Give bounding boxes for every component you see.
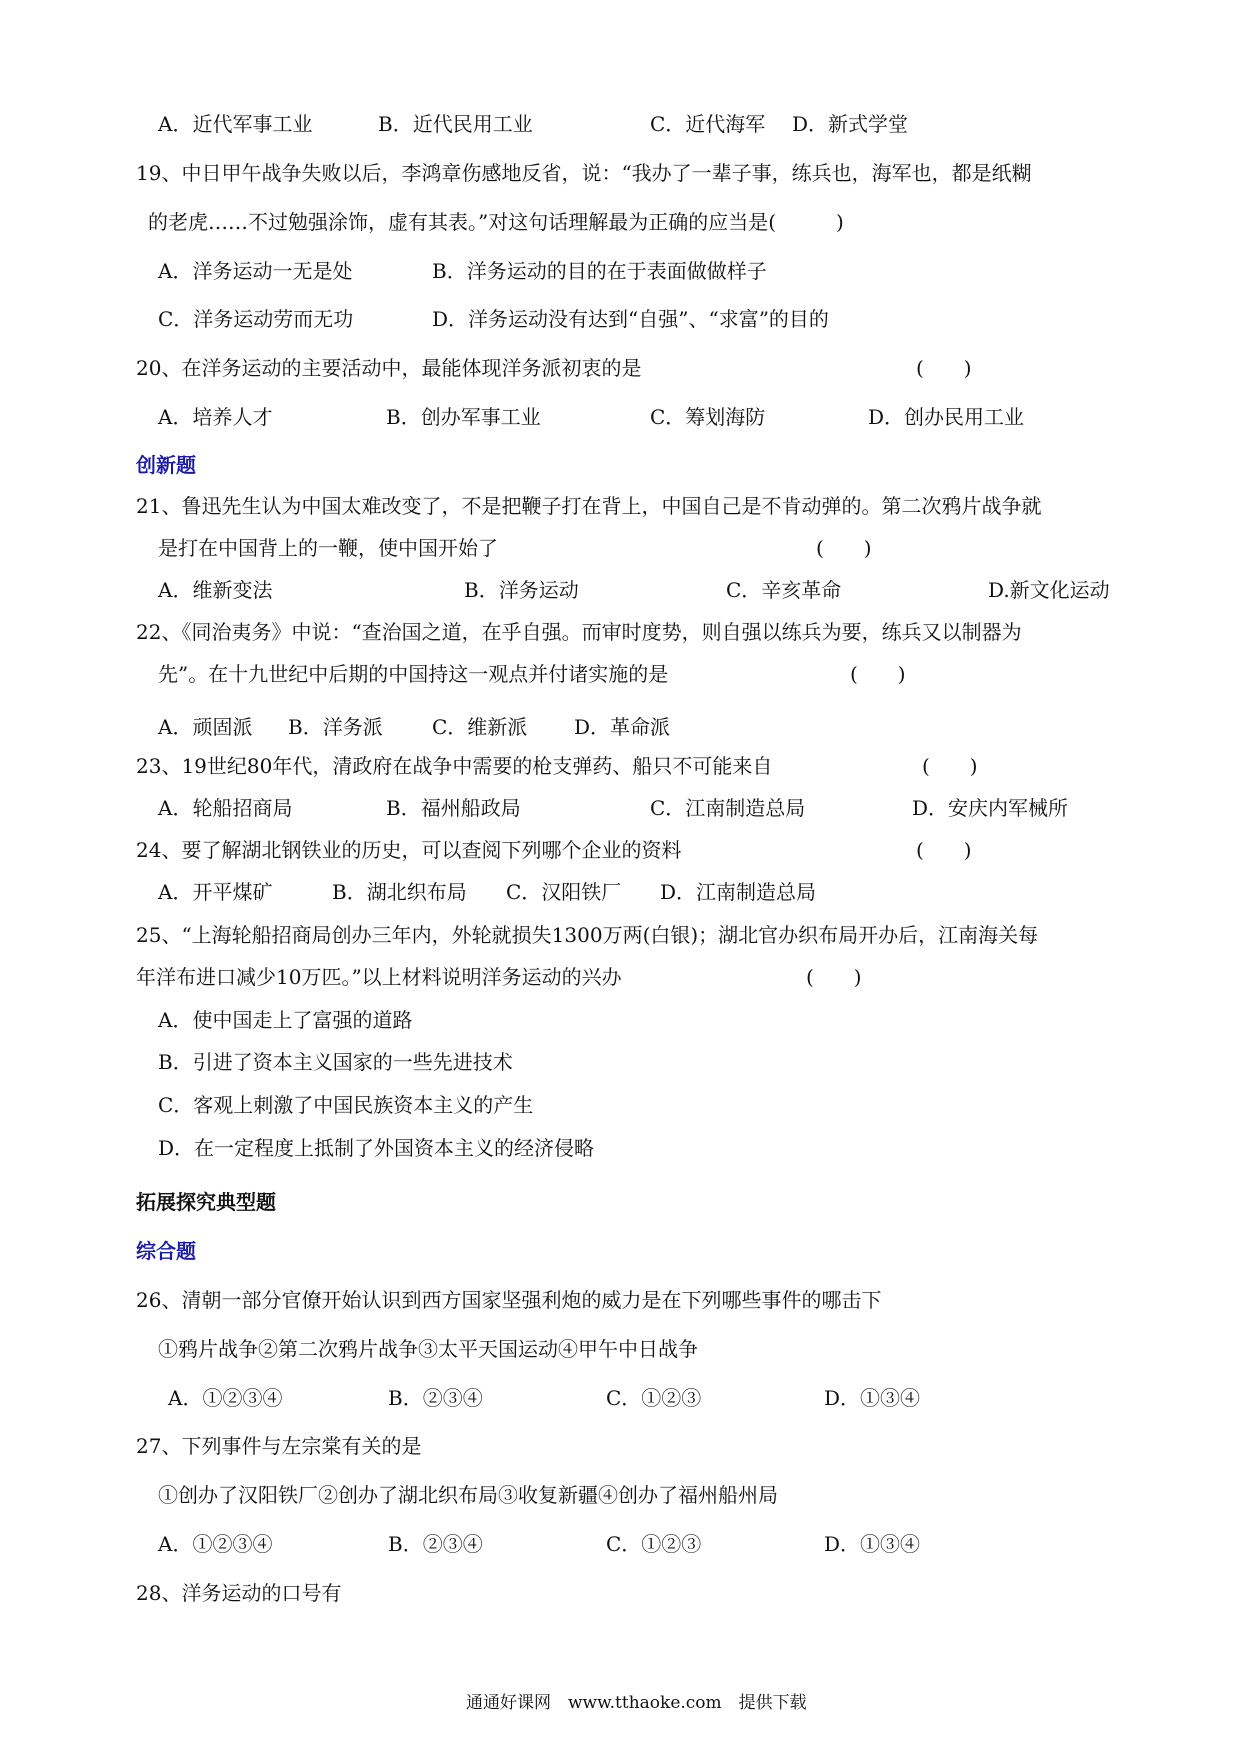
q25-answer-paren: ( ): [806, 965, 862, 989]
q22-stem-line1: 22、《同治夷务》中说：“查治国之道，在乎自强。而审时度势，则自强以练兵为要，练兵又以制器为: [136, 620, 1022, 644]
q20-option-a: A．培养人才: [158, 405, 273, 429]
q20-stem: 20、在洋务运动的主要活动中，最能体现洋务派初衷的是: [136, 356, 642, 380]
q19-option-c: C．洋务运动劳而无功: [158, 307, 354, 331]
q27-option-c: C．①②③: [606, 1532, 702, 1556]
q19-stem-line2: 的老虎……不过勉强涂饰，虚有其表。”对这句话理解最为正确的应当是( ): [148, 210, 844, 234]
q28-stem: 28、洋务运动的口号有: [136, 1581, 342, 1605]
q22-option-a: A．顽固派: [158, 715, 253, 739]
q25-stem-line2: 年洋布进口减少10万匹。”以上材料说明洋务运动的兴办: [136, 965, 622, 989]
q18-option-a: A．近代军事工业: [158, 112, 313, 136]
q27-option-b: B．②③④: [388, 1532, 483, 1556]
q21-option-a: A．维新变法: [158, 578, 273, 602]
q25-option-b: B．引进了资本主义国家的一些先进技术: [158, 1050, 513, 1074]
section-heading-extension: 拓展探究典型题: [136, 1190, 276, 1214]
q25-option-a: A．使中国走上了富强的道路: [158, 1008, 413, 1032]
section-heading-comprehensive: 综合题: [136, 1239, 196, 1263]
q26-stem: 26、清朝一部分官僚开始认识到西方国家坚强利炮的威力是在下列哪些事件的哪击下: [136, 1288, 882, 1312]
q26-items: ①鸦片战争②第二次鸦片战争③太平天国运动④甲午中日战争: [158, 1337, 698, 1361]
q21-option-b: B．洋务运动: [464, 578, 579, 602]
q18-option-b: B．近代民用工业: [378, 112, 533, 136]
q22-option-b: B．洋务派: [288, 715, 383, 739]
q24-stem: 24、要了解湖北钢铁业的历史，可以查阅下列哪个企业的资料: [136, 838, 682, 862]
q18-option-c: C．近代海军: [650, 112, 766, 136]
q20-option-c: C．筹划海防: [650, 405, 766, 429]
q23-stem: 23、19世纪80年代，清政府在战争中需要的枪支弹药、船只不可能来自: [136, 754, 773, 778]
q24-answer-paren: ( ): [916, 838, 972, 862]
q26-option-b: B．②③④: [388, 1386, 483, 1410]
q24-option-b: B．湖北织布局: [332, 880, 467, 904]
q23-option-a: A．轮船招商局: [158, 796, 293, 820]
q23-option-b: B．福州船政局: [386, 796, 521, 820]
q21-stem-line2: 是打在中国背上的一鞭，使中国开始了: [158, 536, 498, 560]
section-heading-innovation: 创新题: [136, 453, 196, 477]
q26-option-c: C．①②③: [606, 1386, 702, 1410]
q23-option-c: C．江南制造总局: [650, 796, 806, 820]
q23-option-d: D．安庆内军械所: [912, 796, 1069, 820]
q27-stem: 27、下列事件与左宗棠有关的是: [136, 1434, 422, 1458]
q18-option-d: D．新式学堂: [792, 112, 909, 136]
q19-option-d: D．洋务运动没有达到“自强”、“求富”的目的: [432, 307, 829, 331]
q21-stem-line1: 21、鲁迅先生认为中国太难改变了，不是把鞭子打在背上，中国自己是不肯动弹的。第二次鸦片战争就: [136, 494, 1042, 518]
q26-option-d: D．①③④: [824, 1386, 921, 1410]
q25-stem-line1: 25、“上海轮船招商局创办三年内，外轮就损失1300万两(白银)；湖北官办织布局开办后，江南海关每: [136, 923, 1039, 947]
q23-answer-paren: ( ): [922, 754, 978, 778]
q22-answer-paren: ( ): [850, 662, 906, 686]
q21-answer-paren: ( ): [816, 536, 872, 560]
q27-option-a: A．①②③④: [158, 1532, 273, 1556]
q25-option-d: D．在一定程度上抵制了外国资本主义的经济侵略: [158, 1136, 595, 1160]
q19-option-a: A．洋务运动一无是处: [158, 259, 353, 283]
q21-option-c: C．辛亥革命: [726, 578, 842, 602]
q20-option-d: D．创办民用工业: [868, 405, 1025, 429]
q20-answer-paren: ( ): [916, 356, 972, 380]
q22-option-d: D．革命派: [574, 715, 671, 739]
q22-stem-line2: 先”。在十九世纪中后期的中国持这一观点并付诸实施的是: [158, 662, 669, 686]
q19-stem-line1: 19、中日甲午战争失败以后，李鸿章伤感地反省，说：“我办了一辈子事，练兵也，海军也，都是纸糊: [136, 161, 1032, 185]
q19-option-b: B．洋务运动的目的在于表面做做样子: [432, 259, 767, 283]
q24-option-a: A．开平煤矿: [158, 880, 273, 904]
q26-option-a: A．①②③④: [168, 1386, 283, 1410]
q24-option-d: D．江南制造总局: [660, 880, 817, 904]
page-footer-credit: 通通好课网 www.tthaoke.com 提供下载: [466, 1693, 807, 1713]
q27-option-d: D．①③④: [824, 1532, 921, 1556]
q27-items: ①创办了汉阳铁厂②创办了湖北织布局③收复新疆④创办了福州船州局: [158, 1483, 778, 1507]
q25-option-c: C．客观上刺激了中国民族资本主义的产生: [158, 1093, 534, 1117]
q22-option-c: C．维新派: [432, 715, 528, 739]
q21-option-d: D.新文化运动: [988, 578, 1110, 602]
q20-option-b: B．创办军事工业: [386, 405, 541, 429]
q24-option-c: C．汉阳铁厂: [506, 880, 622, 904]
